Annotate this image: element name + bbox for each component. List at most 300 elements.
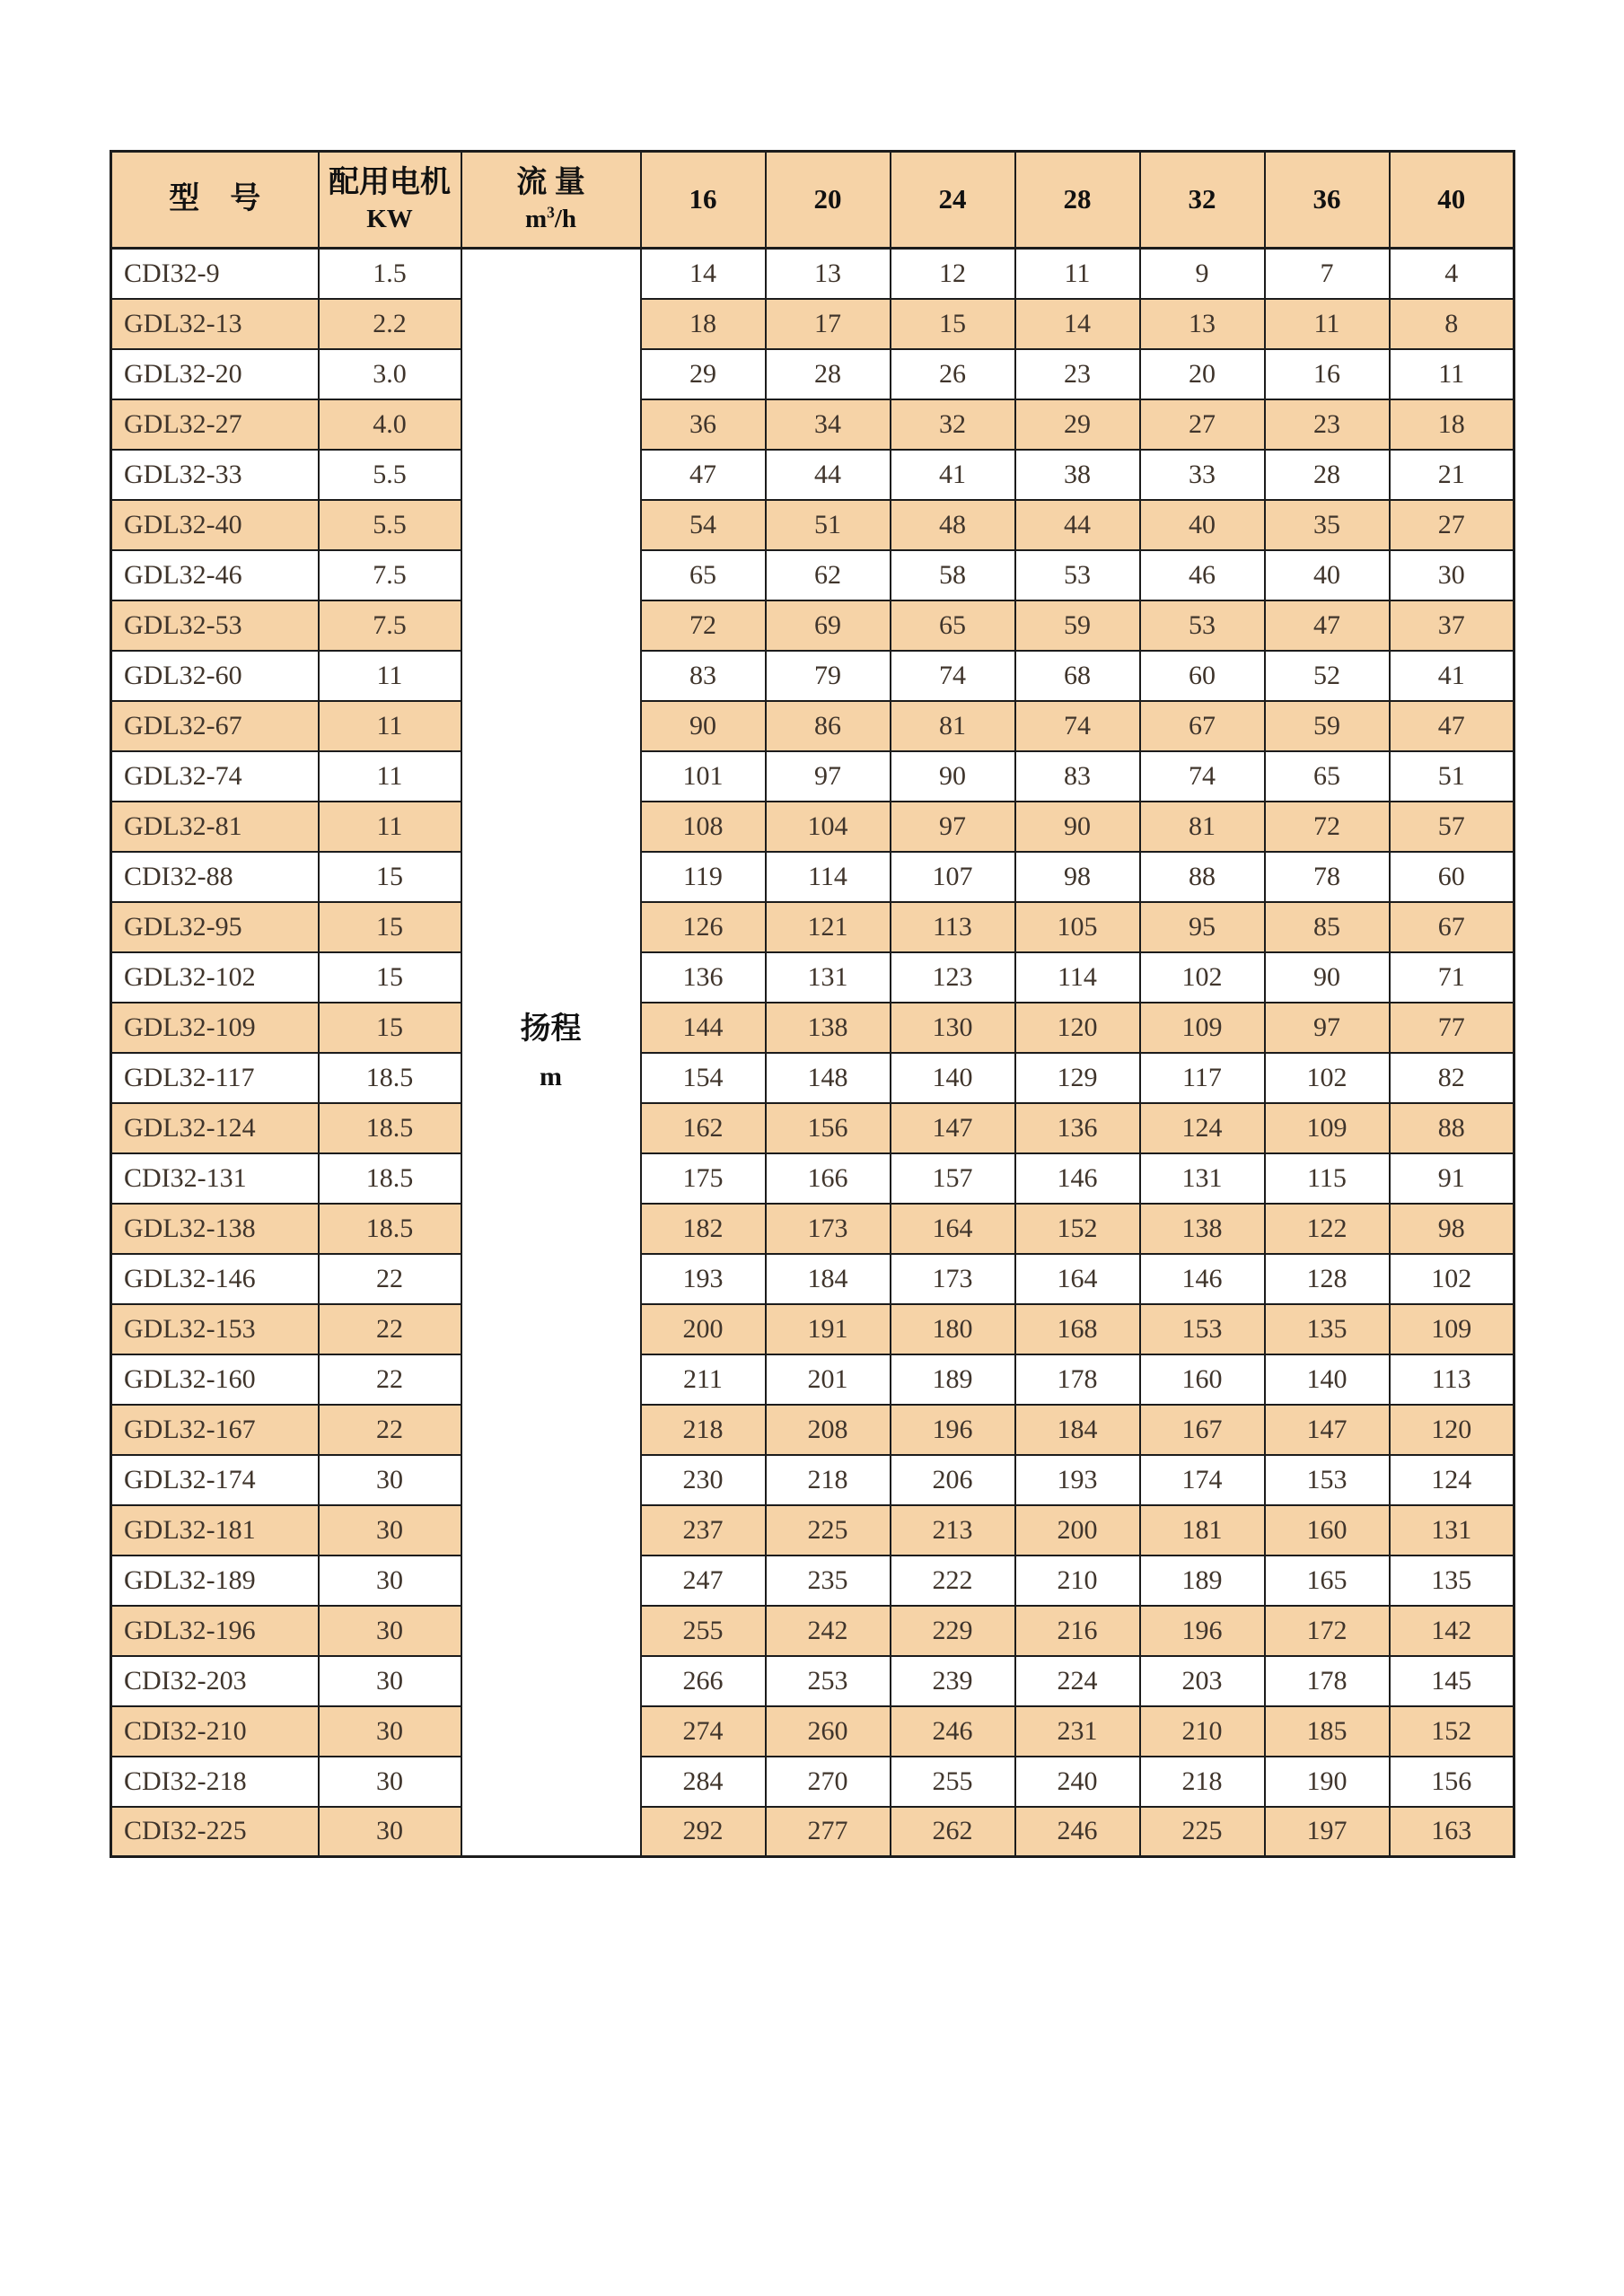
- header-motor-line1: 配用电机: [329, 166, 451, 200]
- head-value-cell: 97: [891, 802, 1015, 852]
- head-value-cell: 136: [1015, 1103, 1140, 1153]
- head-value-cell: 109: [1390, 1304, 1514, 1354]
- head-value-cell: 237: [641, 1505, 766, 1555]
- motor-kw-cell: 22: [319, 1254, 461, 1304]
- head-value-cell: 86: [766, 701, 891, 751]
- head-value-cell: 14: [641, 249, 766, 299]
- table-row-GDL32-27: [111, 399, 1514, 450]
- header-flow-value-32: 32: [1140, 152, 1265, 249]
- model-cell: CDI32-225: [111, 1807, 319, 1857]
- head-value-cell: 54: [641, 500, 766, 550]
- table-row-GDL32-60: [111, 651, 1514, 701]
- head-value-cell: 136: [641, 952, 766, 1003]
- table-row-GDL32-102: [111, 952, 1514, 1003]
- head-value-cell: 65: [641, 550, 766, 600]
- head-value-cell: 95: [1140, 902, 1265, 952]
- head-value-cell: 23: [1015, 349, 1140, 399]
- motor-kw-cell: 18.5: [319, 1053, 461, 1103]
- head-value-cell: 168: [1015, 1304, 1140, 1354]
- head-value-cell: 109: [1265, 1103, 1390, 1153]
- head-value-cell: 189: [891, 1354, 1015, 1405]
- head-value-cell: 208: [766, 1405, 891, 1455]
- head-value-cell: 206: [891, 1455, 1015, 1505]
- head-value-cell: 191: [766, 1304, 891, 1354]
- motor-kw-cell: 18.5: [319, 1153, 461, 1204]
- header-flow-line1: 流 量: [516, 166, 585, 200]
- table-row-GDL32-153: [111, 1304, 1514, 1354]
- table-row-GDL32-174: [111, 1455, 1514, 1505]
- table-row-GDL32-33: [111, 450, 1514, 500]
- head-value-cell: 230: [641, 1455, 766, 1505]
- head-value-cell: 242: [766, 1606, 891, 1656]
- head-value-cell: 51: [766, 500, 891, 550]
- head-value-cell: 72: [641, 600, 766, 651]
- head-value-cell: 60: [1140, 651, 1265, 701]
- head-value-cell: 172: [1265, 1606, 1390, 1656]
- header-row: [111, 152, 1514, 249]
- head-value-cell: 196: [1140, 1606, 1265, 1656]
- model-cell: GDL32-138: [111, 1204, 319, 1254]
- motor-kw-cell: 22: [319, 1304, 461, 1354]
- head-value-cell: 15: [891, 299, 1015, 349]
- head-value-cell: 78: [1265, 852, 1390, 902]
- head-unit-merged-cell: [461, 249, 641, 1857]
- head-value-cell: 47: [1265, 600, 1390, 651]
- head-value-cell: 145: [1390, 1656, 1514, 1706]
- head-value-cell: 165: [1265, 1555, 1390, 1606]
- head-value-cell: 28: [1265, 450, 1390, 500]
- head-value-cell: 59: [1265, 701, 1390, 751]
- head-value-cell: 91: [1390, 1153, 1514, 1204]
- head-value-cell: 138: [766, 1003, 891, 1053]
- motor-kw-cell: 2.2: [319, 299, 461, 349]
- table-row-GDL32-167: [111, 1405, 1514, 1455]
- head-value-cell: 284: [641, 1757, 766, 1807]
- head-value-cell: 117: [1140, 1053, 1265, 1103]
- head-value-cell: 196: [891, 1405, 1015, 1455]
- head-value-cell: 71: [1390, 952, 1514, 1003]
- head-value-cell: 11: [1265, 299, 1390, 349]
- motor-kw-cell: 3.0: [319, 349, 461, 399]
- head-value-cell: 40: [1140, 500, 1265, 550]
- head-value-cell: 83: [641, 651, 766, 701]
- head-value-cell: 23: [1265, 399, 1390, 450]
- head-value-cell: 200: [641, 1304, 766, 1354]
- table-row-GDL32-95: [111, 902, 1514, 952]
- motor-kw-cell: 5.5: [319, 500, 461, 550]
- header-model: [111, 152, 319, 249]
- head-value-cell: 58: [891, 550, 1015, 600]
- table-row-GDL32-67: [111, 701, 1514, 751]
- head-value-cell: 144: [641, 1003, 766, 1053]
- head-value-cell: 164: [891, 1204, 1015, 1254]
- pump-spec-table: [110, 150, 1515, 1858]
- table-row-CDI32-210: [111, 1706, 1514, 1757]
- head-value-cell: 119: [641, 852, 766, 902]
- head-value-cell: 174: [1140, 1455, 1265, 1505]
- head-value-cell: 140: [891, 1053, 1015, 1103]
- head-value-cell: 152: [1390, 1706, 1514, 1757]
- table-row-GDL32-124: [111, 1103, 1514, 1153]
- head-value-cell: 124: [1390, 1455, 1514, 1505]
- motor-kw-cell: 11: [319, 751, 461, 802]
- head-value-cell: 193: [1015, 1455, 1140, 1505]
- head-value-cell: 131: [1390, 1505, 1514, 1555]
- model-cell: CDI32-9: [111, 249, 319, 299]
- head-value-cell: 85: [1265, 902, 1390, 952]
- head-value-cell: 65: [1265, 751, 1390, 802]
- table-row-GDL32-74: [111, 751, 1514, 802]
- model-cell: GDL32-95: [111, 902, 319, 952]
- head-value-cell: 18: [1390, 399, 1514, 450]
- head-value-cell: 16: [1265, 349, 1390, 399]
- motor-kw-cell: 15: [319, 1003, 461, 1053]
- head-value-cell: 11: [1390, 349, 1514, 399]
- head-value-cell: 108: [641, 802, 766, 852]
- table-body: [111, 249, 1514, 1857]
- head-value-cell: 156: [766, 1103, 891, 1153]
- head-value-cell: 262: [891, 1807, 1015, 1857]
- head-value-cell: 67: [1390, 902, 1514, 952]
- head-value-cell: 101: [641, 751, 766, 802]
- head-value-cell: 52: [1265, 651, 1390, 701]
- head-value-cell: 113: [891, 902, 1015, 952]
- model-cell: CDI32-210: [111, 1706, 319, 1757]
- header-flow-value-36: 36: [1265, 152, 1390, 249]
- head-value-cell: 210: [1015, 1555, 1140, 1606]
- head-value-cell: 126: [641, 902, 766, 952]
- head-value-cell: 124: [1140, 1103, 1265, 1153]
- head-value-cell: 239: [891, 1656, 1015, 1706]
- motor-kw-cell: 15: [319, 952, 461, 1003]
- head-value-cell: 67: [1140, 701, 1265, 751]
- head-value-cell: 153: [1265, 1455, 1390, 1505]
- head-value-cell: 81: [891, 701, 1015, 751]
- head-value-cell: 240: [1015, 1757, 1140, 1807]
- head-value-cell: 180: [891, 1304, 1015, 1354]
- head-value-cell: 193: [641, 1254, 766, 1304]
- head-value-cell: 201: [766, 1354, 891, 1405]
- head-value-cell: 140: [1265, 1354, 1390, 1405]
- table-row-CDI32-131: [111, 1153, 1514, 1204]
- head-value-cell: 260: [766, 1706, 891, 1757]
- head-value-cell: 27: [1140, 399, 1265, 450]
- motor-kw-cell: 18.5: [319, 1103, 461, 1153]
- head-value-cell: 34: [766, 399, 891, 450]
- head-value-cell: 122: [1265, 1204, 1390, 1254]
- head-value-cell: 36: [641, 399, 766, 450]
- head-value-cell: 266: [641, 1656, 766, 1706]
- motor-kw-cell: 22: [319, 1354, 461, 1405]
- head-value-cell: 131: [1140, 1153, 1265, 1204]
- head-value-cell: 59: [1015, 600, 1140, 651]
- head-value-cell: 163: [1390, 1807, 1514, 1857]
- head-value-cell: 97: [1265, 1003, 1390, 1053]
- head-value-cell: 218: [1140, 1757, 1265, 1807]
- motor-kw-cell: 5.5: [319, 450, 461, 500]
- head-value-cell: 38: [1015, 450, 1140, 500]
- head-value-cell: 218: [766, 1455, 891, 1505]
- head-value-cell: 138: [1140, 1204, 1265, 1254]
- head-value-cell: 13: [1140, 299, 1265, 349]
- head-value-cell: 128: [1265, 1254, 1390, 1304]
- head-value-cell: 90: [1265, 952, 1390, 1003]
- head-value-cell: 74: [1140, 751, 1265, 802]
- head-value-cell: 107: [891, 852, 1015, 902]
- table-row-GDL32-81: [111, 802, 1514, 852]
- head-value-cell: 20: [1140, 349, 1265, 399]
- head-value-cell: 102: [1390, 1254, 1514, 1304]
- head-value-cell: 148: [766, 1053, 891, 1103]
- motor-kw-cell: 11: [319, 701, 461, 751]
- table-row-GDL32-109: [111, 1003, 1514, 1053]
- head-label: 扬程: [520, 1012, 582, 1047]
- head-value-cell: 90: [641, 701, 766, 751]
- head-value-cell: 53: [1140, 600, 1265, 651]
- head-value-cell: 77: [1390, 1003, 1514, 1053]
- head-value-cell: 8: [1390, 299, 1514, 349]
- head-value-cell: 229: [891, 1606, 1015, 1656]
- head-value-cell: 113: [1390, 1354, 1514, 1405]
- head-value-cell: 255: [891, 1757, 1015, 1807]
- motor-kw-cell: 7.5: [319, 600, 461, 651]
- motor-kw-cell: 30: [319, 1757, 461, 1807]
- table-row-GDL32-138: [111, 1204, 1514, 1254]
- model-cell: GDL32-196: [111, 1606, 319, 1656]
- head-value-cell: 292: [641, 1807, 766, 1857]
- head-value-cell: 211: [641, 1354, 766, 1405]
- head-value-cell: 90: [1015, 802, 1140, 852]
- model-cell: GDL32-167: [111, 1405, 319, 1455]
- head-value-cell: 274: [641, 1706, 766, 1757]
- model-cell: CDI32-203: [111, 1656, 319, 1706]
- table-row-GDL32-40: [111, 500, 1514, 550]
- head-value-cell: 120: [1390, 1405, 1514, 1455]
- head-value-cell: 62: [766, 550, 891, 600]
- model-cell: GDL32-67: [111, 701, 319, 751]
- head-value-cell: 114: [1015, 952, 1140, 1003]
- motor-kw-cell: 18.5: [319, 1204, 461, 1254]
- table-row-GDL32-117: [111, 1053, 1514, 1103]
- head-value-cell: 225: [766, 1505, 891, 1555]
- head-value-cell: 152: [1015, 1204, 1140, 1254]
- head-value-cell: 102: [1265, 1053, 1390, 1103]
- head-value-cell: 74: [1015, 701, 1140, 751]
- head-value-cell: 81: [1140, 802, 1265, 852]
- head-value-cell: 222: [891, 1555, 1015, 1606]
- head-value-cell: 105: [1015, 902, 1140, 952]
- model-cell: GDL32-20: [111, 349, 319, 399]
- header-flow-value-20: 20: [766, 152, 891, 249]
- head-value-cell: 37: [1390, 600, 1514, 651]
- motor-kw-cell: 4.0: [319, 399, 461, 450]
- head-value-cell: 109: [1140, 1003, 1265, 1053]
- head-value-cell: 88: [1390, 1103, 1514, 1153]
- head-value-cell: 270: [766, 1757, 891, 1807]
- table-row-CDI32-203: [111, 1656, 1514, 1706]
- model-cell: GDL32-53: [111, 600, 319, 651]
- model-cell: GDL32-153: [111, 1304, 319, 1354]
- head-value-cell: 246: [1015, 1807, 1140, 1857]
- header-motor-kw: [319, 152, 461, 249]
- head-value-cell: 90: [891, 751, 1015, 802]
- head-value-cell: 65: [891, 600, 1015, 651]
- head-value-cell: 69: [766, 600, 891, 651]
- model-cell: GDL32-40: [111, 500, 319, 550]
- head-value-cell: 135: [1265, 1304, 1390, 1354]
- head-value-cell: 189: [1140, 1555, 1265, 1606]
- table-row-CDI32-225: [111, 1807, 1514, 1857]
- head-value-cell: 184: [766, 1254, 891, 1304]
- model-cell: GDL32-109: [111, 1003, 319, 1053]
- head-value-cell: 146: [1140, 1254, 1265, 1304]
- head-value-cell: 129: [1015, 1053, 1140, 1103]
- motor-kw-cell: 30: [319, 1606, 461, 1656]
- head-value-cell: 182: [641, 1204, 766, 1254]
- head-value-cell: 44: [766, 450, 891, 500]
- table-row-GDL32-20: [111, 349, 1514, 399]
- motor-kw-cell: 30: [319, 1555, 461, 1606]
- head-value-cell: 173: [891, 1254, 1015, 1304]
- model-cell: CDI32-218: [111, 1757, 319, 1807]
- table-row-GDL32-160: [111, 1354, 1514, 1405]
- model-cell: GDL32-33: [111, 450, 319, 500]
- head-value-cell: 13: [766, 249, 891, 299]
- head-value-cell: 28: [766, 349, 891, 399]
- head-value-cell: 213: [891, 1505, 1015, 1555]
- head-value-cell: 21: [1390, 450, 1514, 500]
- table-row-CDI32-88: [111, 852, 1514, 902]
- table-row-GDL32-181: [111, 1505, 1514, 1555]
- head-value-cell: 178: [1015, 1354, 1140, 1405]
- head-value-cell: 18: [641, 299, 766, 349]
- head-value-cell: 68: [1015, 651, 1140, 701]
- head-value-cell: 88: [1140, 852, 1265, 902]
- model-cell: GDL32-174: [111, 1455, 319, 1505]
- model-cell: GDL32-74: [111, 751, 319, 802]
- head-value-cell: 190: [1265, 1757, 1390, 1807]
- head-value-cell: 277: [766, 1807, 891, 1857]
- motor-kw-cell: 30: [319, 1706, 461, 1757]
- head-value-cell: 181: [1140, 1505, 1265, 1555]
- head-value-cell: 57: [1390, 802, 1514, 852]
- model-cell: GDL32-117: [111, 1053, 319, 1103]
- table-row-GDL32-46: [111, 550, 1514, 600]
- head-value-cell: 178: [1265, 1656, 1390, 1706]
- head-value-cell: 79: [766, 651, 891, 701]
- model-cell: CDI32-131: [111, 1153, 319, 1204]
- table-row-CDI32-218: [111, 1757, 1514, 1807]
- head-value-cell: 98: [1390, 1204, 1514, 1254]
- head-value-cell: 164: [1015, 1254, 1140, 1304]
- model-cell: GDL32-181: [111, 1505, 319, 1555]
- head-value-cell: 14: [1015, 299, 1140, 349]
- head-value-cell: 218: [641, 1405, 766, 1455]
- table-row-GDL32-189: [111, 1555, 1514, 1606]
- head-value-cell: 154: [641, 1053, 766, 1103]
- model-cell: CDI32-88: [111, 852, 319, 902]
- model-cell: GDL32-46: [111, 550, 319, 600]
- motor-kw-cell: 11: [319, 802, 461, 852]
- head-value-cell: 27: [1390, 500, 1514, 550]
- head-value-cell: 41: [891, 450, 1015, 500]
- head-value-cell: 184: [1015, 1405, 1140, 1455]
- head-value-cell: 40: [1265, 550, 1390, 600]
- motor-kw-cell: 7.5: [319, 550, 461, 600]
- header-motor-line2: KW: [366, 204, 413, 233]
- head-value-cell: 216: [1015, 1606, 1140, 1656]
- table-row-GDL32-53: [111, 600, 1514, 651]
- head-value-cell: 47: [1390, 701, 1514, 751]
- head-value-cell: 121: [766, 902, 891, 952]
- head-value-cell: 253: [766, 1656, 891, 1706]
- motor-kw-cell: 22: [319, 1405, 461, 1455]
- head-value-cell: 82: [1390, 1053, 1514, 1103]
- head-value-cell: 200: [1015, 1505, 1140, 1555]
- head-value-cell: 4: [1390, 249, 1514, 299]
- head-value-cell: 72: [1265, 802, 1390, 852]
- motor-kw-cell: 30: [319, 1505, 461, 1555]
- head-value-cell: 197: [1265, 1807, 1390, 1857]
- head-value-cell: 47: [641, 450, 766, 500]
- head-value-cell: 130: [891, 1003, 1015, 1053]
- model-cell: GDL32-124: [111, 1103, 319, 1153]
- head-value-cell: 104: [766, 802, 891, 852]
- head-value-cell: 135: [1390, 1555, 1514, 1606]
- head-value-cell: 30: [1390, 550, 1514, 600]
- header-flow-value-16: 16: [641, 152, 766, 249]
- model-cell: GDL32-146: [111, 1254, 319, 1304]
- motor-kw-cell: 11: [319, 651, 461, 701]
- model-cell: GDL32-189: [111, 1555, 319, 1606]
- table-row-GDL32-146: [111, 1254, 1514, 1304]
- head-value-cell: 210: [1140, 1706, 1265, 1757]
- header-flow-value-40: 40: [1390, 152, 1514, 249]
- head-value-cell: 173: [766, 1204, 891, 1254]
- header-model-label: 型 号: [169, 182, 261, 216]
- head-value-cell: 44: [1015, 500, 1140, 550]
- model-cell: GDL32-160: [111, 1354, 319, 1405]
- table-row-CDI32-9: [111, 249, 1514, 299]
- head-value-cell: 156: [1390, 1757, 1514, 1807]
- head-value-cell: 120: [1015, 1003, 1140, 1053]
- head-value-cell: 203: [1140, 1656, 1265, 1706]
- head-value-cell: 231: [1015, 1706, 1140, 1757]
- head-value-cell: 53: [1015, 550, 1140, 600]
- head-value-cell: 247: [641, 1555, 766, 1606]
- head-value-cell: 102: [1140, 952, 1265, 1003]
- head-value-cell: 114: [766, 852, 891, 902]
- motor-kw-cell: 1.5: [319, 249, 461, 299]
- head-value-cell: 98: [1015, 852, 1140, 902]
- head-value-cell: 235: [766, 1555, 891, 1606]
- head-value-cell: 26: [891, 349, 1015, 399]
- head-value-cell: 32: [891, 399, 1015, 450]
- head-value-cell: 9: [1140, 249, 1265, 299]
- head-value-cell: 147: [891, 1103, 1015, 1153]
- head-value-cell: 224: [1015, 1656, 1140, 1706]
- head-value-cell: 255: [641, 1606, 766, 1656]
- head-value-cell: 83: [1015, 751, 1140, 802]
- head-value-cell: 41: [1390, 651, 1514, 701]
- head-value-cell: 11: [1015, 249, 1140, 299]
- table-row-GDL32-13: [111, 299, 1514, 349]
- head-value-cell: 131: [766, 952, 891, 1003]
- motor-kw-cell: 15: [319, 852, 461, 902]
- head-value-cell: 167: [1140, 1405, 1265, 1455]
- model-cell: GDL32-60: [111, 651, 319, 701]
- head-value-cell: 33: [1140, 450, 1265, 500]
